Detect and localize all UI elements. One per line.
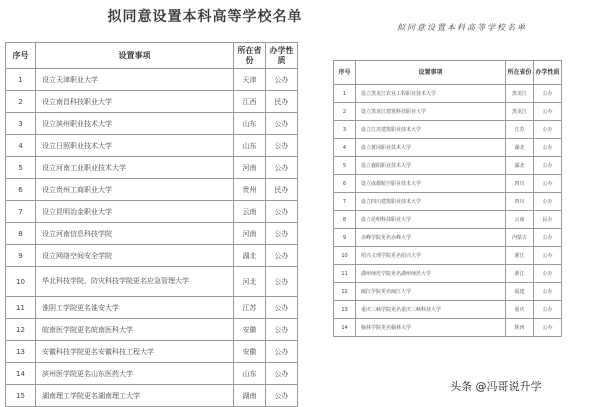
table-row (6, 91, 298, 113)
cell-province: 浙江 (506, 265, 534, 283)
cell-no: 1 (334, 85, 356, 103)
cell-province: 黑龙江 (506, 103, 534, 121)
table-row (334, 301, 562, 319)
header-nature: 办学性质 (534, 61, 562, 85)
cell-item: 设立黑龙江农业工程职业技术大学 (356, 85, 506, 103)
cell-province: 安徽 (234, 319, 266, 341)
cell-item: 华北科技学院、防灾科技学院更名应急管理大学 (36, 267, 234, 297)
cell-item: 设立四川建筑职业技术大学 (356, 193, 506, 211)
cell-province: 河南 (234, 223, 266, 245)
cell-nature: 公办 (534, 301, 562, 319)
cell-item: 设立天津职业大学 (36, 69, 234, 91)
cell-no: 8 (334, 211, 356, 229)
cell-province: 江西 (234, 91, 266, 113)
cell-item: 湖州师范学院更名湖州师范大学 (356, 265, 506, 283)
cell-item: 设立贵州工商职业大学 (36, 179, 234, 201)
cell-nature: 公办 (266, 69, 298, 91)
cell-no: 1 (6, 69, 36, 91)
cell-no: 8 (6, 223, 36, 245)
cell-item: 设立黄冈职业技术大学 (356, 139, 506, 157)
table-row (6, 135, 298, 157)
cell-item: 设立昆明科技职业大学 (356, 211, 506, 229)
watermark-text: 头条 @冯哥说升学 (450, 380, 542, 393)
cell-no: 3 (334, 121, 356, 139)
header-item: 设置事项 (36, 43, 234, 69)
right-table-body (334, 85, 562, 337)
cell-no: 9 (6, 245, 36, 267)
cell-no: 11 (334, 265, 356, 283)
cell-item: 设立日照职业技术大学 (36, 135, 234, 157)
cell-nature: 民办 (266, 179, 298, 201)
cell-province: 四川 (506, 175, 534, 193)
cell-item: 安徽科技学院更名安徽科技工程大学 (36, 341, 234, 363)
table-row (334, 319, 562, 337)
cell-item: 设立河南工业职业技术大学 (36, 157, 234, 179)
cell-item: 湖南理工学院更名湖南理工大学 (36, 385, 234, 407)
table-row (334, 265, 562, 283)
table-row (334, 121, 562, 139)
table-row (6, 267, 298, 297)
cell-item: 闽江学院更名闽江大学 (356, 283, 506, 301)
table-header-row (6, 43, 298, 69)
cell-nature: 公办 (266, 363, 298, 385)
cell-province: 天津 (234, 69, 266, 91)
cell-province: 河南 (234, 157, 266, 179)
cell-province: 山东 (234, 363, 266, 385)
table-row (6, 385, 298, 407)
cell-item: 设立江苏建筑职业技术大学 (356, 121, 506, 139)
cell-no: 4 (6, 135, 36, 157)
cell-nature: 公办 (534, 283, 562, 301)
cell-no: 10 (6, 267, 36, 297)
cell-no: 4 (334, 139, 356, 157)
cell-no: 11 (6, 297, 36, 319)
cell-item: 赤峰学院更名赤峰大学 (356, 229, 506, 247)
cell-item: 皖南医学院更名皖南医科大学 (36, 319, 234, 341)
right-school-table (333, 60, 562, 337)
cell-nature: 公办 (266, 157, 298, 179)
cell-no: 2 (6, 91, 36, 113)
cell-province: 湖南 (234, 385, 266, 407)
table-row (334, 229, 562, 247)
cell-no: 5 (334, 157, 356, 175)
cell-no: 2 (334, 103, 356, 121)
cell-item: 设立昆明冶金职业大学 (36, 201, 234, 223)
table-row (334, 175, 562, 193)
cell-no: 7 (6, 201, 36, 223)
cell-nature: 公办 (534, 175, 562, 193)
table-row (334, 193, 562, 211)
cell-no: 14 (6, 363, 36, 385)
cell-item: 设立南昌科技职业大学 (36, 91, 234, 113)
cell-nature: 民办 (534, 211, 562, 229)
table-row (6, 69, 298, 91)
table-row (334, 247, 562, 265)
cell-province: 陕西 (506, 319, 534, 337)
cell-nature: 公办 (266, 297, 298, 319)
cell-item: 设立滨州职业技术大学 (36, 113, 234, 135)
header-province: 所在省份 (234, 43, 266, 69)
cell-nature: 公办 (534, 265, 562, 283)
table-row (6, 319, 298, 341)
table-row (334, 85, 562, 103)
cell-province: 贵州 (234, 179, 266, 201)
cell-province: 内蒙古 (506, 229, 534, 247)
cell-province: 重庆 (506, 301, 534, 319)
cell-province: 山东 (234, 113, 266, 135)
cell-province: 河北 (234, 267, 266, 297)
cell-item: 设立成都航空职业技术大学 (356, 175, 506, 193)
left-school-table (5, 42, 298, 407)
cell-nature: 公办 (534, 139, 562, 157)
header-nature: 办学性质 (266, 43, 298, 69)
cell-nature: 公办 (534, 121, 562, 139)
cell-no: 6 (6, 179, 36, 201)
cell-province: 湖北 (506, 157, 534, 175)
cell-no: 7 (334, 193, 356, 211)
table-row (6, 113, 298, 135)
header-no: 序号 (334, 61, 356, 85)
left-page-title: 拟同意设置本科高等学校名单 (107, 9, 303, 25)
cell-province: 云南 (506, 211, 534, 229)
cell-province: 湖北 (234, 245, 266, 267)
cell-province: 山东 (234, 135, 266, 157)
cell-no: 12 (6, 319, 36, 341)
cell-province: 福建 (506, 283, 534, 301)
cell-nature: 公办 (534, 319, 562, 337)
cell-no: 6 (334, 175, 356, 193)
right-page-title: 拟同意设置本科高等学校名单 (397, 23, 527, 32)
header-province: 所在省份 (506, 61, 534, 85)
cell-province: 江苏 (506, 121, 534, 139)
cell-nature: 公办 (266, 245, 298, 267)
table-row (6, 341, 298, 363)
table-header-row (334, 61, 562, 85)
cell-item: 设立网络空间安全学院 (36, 245, 234, 267)
cell-item: 滨州医学院更名山东医药大学 (36, 363, 234, 385)
table-row (6, 201, 298, 223)
table-row (6, 245, 298, 267)
cell-province: 黑龙江 (506, 85, 534, 103)
cell-no: 10 (334, 247, 356, 265)
cell-nature: 公办 (266, 135, 298, 157)
cell-item: 榆林学院更名榆林大学 (356, 319, 506, 337)
table-row (6, 223, 298, 245)
table-row (6, 297, 298, 319)
table-row (334, 283, 562, 301)
cell-no: 5 (6, 157, 36, 179)
cell-no: 9 (334, 229, 356, 247)
cell-item: 绍兴文理学院更名绍兴大学 (356, 247, 506, 265)
header-no: 序号 (6, 43, 36, 69)
cell-no: 12 (334, 283, 356, 301)
cell-item: 重庆三峡学院更名重庆三峡科技大学 (356, 301, 506, 319)
cell-nature: 公办 (266, 319, 298, 341)
table-row (6, 157, 298, 179)
cell-nature: 公办 (266, 113, 298, 135)
cell-nature: 公办 (534, 229, 562, 247)
cell-nature: 公办 (266, 341, 298, 363)
cell-item: 设立黑龙江建筑科技职业大学 (356, 103, 506, 121)
cell-nature: 公办 (534, 157, 562, 175)
cell-province: 湖北 (506, 139, 534, 157)
table-row (334, 157, 562, 175)
table-row (334, 211, 562, 229)
cell-province: 浙江 (506, 247, 534, 265)
table-row (6, 179, 298, 201)
cell-province: 安徽 (234, 341, 266, 363)
cell-nature: 公办 (266, 267, 298, 297)
cell-province: 云南 (234, 201, 266, 223)
cell-nature: 公办 (266, 223, 298, 245)
cell-nature: 公办 (534, 193, 562, 211)
cell-no: 13 (6, 341, 36, 363)
table-row (6, 363, 298, 385)
cell-item: 设立河南信息科技学院 (36, 223, 234, 245)
cell-item: 淮阴工学院更名淮安大学 (36, 297, 234, 319)
cell-no: 15 (6, 385, 36, 407)
cell-nature: 公办 (534, 247, 562, 265)
header-item: 设置事项 (356, 61, 506, 85)
cell-item: 设立襄阳职业技术大学 (356, 157, 506, 175)
table-row (334, 103, 562, 121)
cell-province: 四川 (506, 193, 534, 211)
left-table-body (6, 69, 298, 407)
table-row (334, 139, 562, 157)
cell-nature: 公办 (534, 85, 562, 103)
cell-nature: 公办 (534, 103, 562, 121)
cell-nature: 民办 (266, 91, 298, 113)
cell-nature: 公办 (266, 201, 298, 223)
cell-nature: 公办 (266, 385, 298, 407)
cell-no: 3 (6, 113, 36, 135)
cell-no: 13 (334, 301, 356, 319)
cell-no: 14 (334, 319, 356, 337)
cell-province: 江苏 (234, 297, 266, 319)
